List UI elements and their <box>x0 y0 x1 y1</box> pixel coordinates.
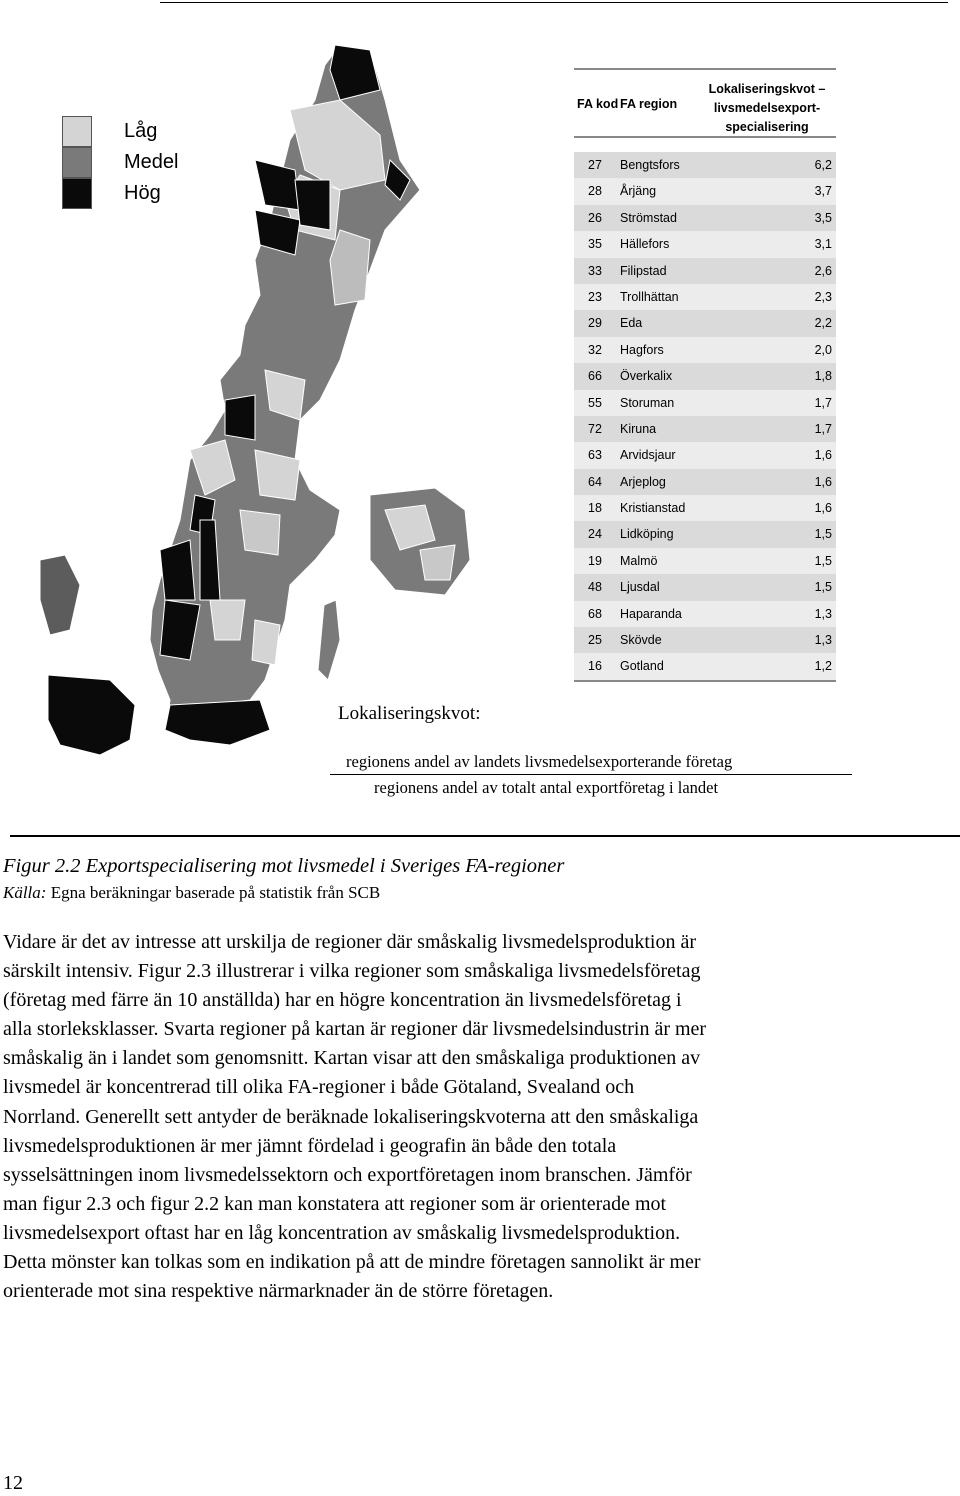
legend-row-high <box>62 178 178 209</box>
cell-quotient: 1,8 <box>814 369 832 384</box>
table-row <box>574 627 836 653</box>
cell-fa-code: 63 <box>588 448 602 463</box>
cell-fa-region: Arvidsjaur <box>620 448 676 463</box>
table-row <box>574 390 836 416</box>
cell-quotient: 1,5 <box>814 553 832 568</box>
table-row <box>574 574 836 600</box>
cell-fa-region: Strömstad <box>620 210 677 225</box>
cell-fa-code: 29 <box>588 316 602 331</box>
table-row <box>574 653 836 679</box>
cell-fa-region: Filipstad <box>620 263 667 278</box>
cell-quotient: 1,6 <box>814 474 832 489</box>
cell-quotient: 2,6 <box>814 263 832 278</box>
cell-quotient: 2,0 <box>814 342 832 357</box>
cell-fa-code: 66 <box>588 369 602 384</box>
body-line: särskilt intensiv. Figur 2.3 illustrerar i vilka regioner som småskaliga livsmedelsföretag <box>3 960 701 983</box>
cell-fa-code: 24 <box>588 527 602 542</box>
cell-fa-region: Årjäng <box>620 184 657 199</box>
cell-quotient: 3,5 <box>814 210 832 225</box>
source-label: Källa: <box>3 883 47 902</box>
table-row <box>574 337 836 363</box>
cell-fa-code: 55 <box>588 395 602 410</box>
cell-fa-region: Hagfors <box>620 342 664 357</box>
table-row <box>574 521 836 547</box>
cell-fa-code: 25 <box>588 633 602 648</box>
cell-fa-region: Hällefors <box>620 237 670 252</box>
cell-fa-code: 19 <box>588 553 602 568</box>
formula-title: Lokaliseringskvot: <box>338 703 481 724</box>
cell-quotient: 2,3 <box>814 289 832 304</box>
cell-quotient: 1,5 <box>814 527 832 542</box>
legend-swatch-medium <box>62 147 92 178</box>
cell-fa-code: 35 <box>588 237 602 252</box>
table-row <box>574 416 836 442</box>
cell-quotient: 1,6 <box>814 448 832 463</box>
cell-quotient: 6,2 <box>814 158 832 172</box>
cell-fa-code: 27 <box>588 158 602 172</box>
header-quotient-line: specialisering <box>725 120 809 134</box>
body-line: livsmedelsexport oftast har en låg koncentration av småskalig livsmedelsproduktion. <box>3 1221 681 1244</box>
body-line: småskalig än i landet som genomsnitt. Kartan visar att den småskaliga produktionen av <box>3 1047 701 1070</box>
cell-fa-region: Kristianstad <box>620 501 686 516</box>
formula-numerator: regionens andel av landets livsmedelsexporterande företag <box>346 752 733 771</box>
table-header <box>574 68 836 136</box>
body-line: man figur 2.3 och figur 2.2 kan man konstatera att regioner som är orienterade mot <box>3 1192 667 1215</box>
page-number: 12 <box>3 1472 23 1494</box>
cell-quotient: 1,6 <box>814 501 832 516</box>
cell-fa-code: 26 <box>588 210 602 225</box>
header-quotient <box>706 80 828 137</box>
legend-label-low: Låg <box>124 120 158 142</box>
cell-quotient: 1,3 <box>814 633 832 648</box>
cell-fa-region: Eda <box>620 316 643 331</box>
body-line: alla storleksklasser. Svarta regioner på kartan är regioner där livsmedelsindustrin är mer <box>3 1018 707 1041</box>
source-text: Egna beräkningar baserade på statistik från SCB <box>46 883 381 902</box>
cell-quotient: 1,7 <box>814 421 832 436</box>
localization-quotient-table <box>574 68 836 682</box>
table-row <box>574 442 836 468</box>
fraction-line <box>330 774 852 775</box>
body-paragraph <box>3 928 933 1306</box>
cell-fa-region: Överkalix <box>620 369 673 384</box>
cell-fa-region: Arjeplog <box>620 474 666 489</box>
map-legend <box>62 116 178 209</box>
table-row <box>574 231 836 257</box>
body-line: Detta mönster kan tolkas som en indikation på att de mindre företagen sannolikt är mer <box>3 1251 701 1274</box>
legend-swatch-high <box>62 178 92 209</box>
table-row <box>574 310 836 336</box>
table-row <box>574 601 836 627</box>
cell-fa-region: Trollhättan <box>620 289 679 304</box>
body-line: Vidare är det av intresse att urskilja de regioner där småskalig livsmedelsproduktion är <box>3 931 697 953</box>
cell-quotient: 1,3 <box>814 606 832 621</box>
cell-fa-region: Ljusdal <box>620 580 660 595</box>
cell-fa-region: Kiruna <box>620 421 657 436</box>
table-row <box>574 178 836 204</box>
table-row <box>574 363 836 389</box>
table-row <box>574 495 836 521</box>
cell-quotient: 1,2 <box>814 659 832 674</box>
body-line: (företag med färre än 10 anställda) har en högre koncentration än livsmedelsföretag i <box>3 989 682 1012</box>
table-row <box>574 258 836 284</box>
cell-fa-code: 28 <box>588 184 602 199</box>
legend-swatch-low <box>62 116 92 147</box>
cell-fa-region: Malmö <box>620 553 658 568</box>
cell-fa-region: Gotland <box>620 659 664 674</box>
header-fa-region: FA region <box>620 97 678 111</box>
header-fa-code: FA kod <box>577 97 619 111</box>
figure-rule <box>10 835 960 837</box>
cell-fa-region: Skövde <box>620 633 662 648</box>
legend-label-medium: Medel <box>124 151 179 173</box>
table-row <box>574 152 836 178</box>
cell-fa-code: 72 <box>588 421 602 436</box>
legend-label-high: Hög <box>124 182 161 204</box>
legend-row-low <box>62 116 178 147</box>
body-line: sysselsättningen inom livsmedelssektorn och exportföretagen inom branschen. Jämför <box>3 1163 692 1186</box>
top-rule <box>160 2 948 3</box>
header-quotient-line: livsmedelsexport- <box>713 101 821 115</box>
cell-quotient: 1,7 <box>814 395 832 410</box>
table-row <box>574 205 836 231</box>
body-line: livsmedelsproduktionen är mer jämnt fördelad i geografin än både den totala <box>3 1134 617 1157</box>
formula-denominator: regionens andel av totalt antal exportföretag i landet <box>374 778 719 797</box>
cell-quotient: 1,5 <box>814 580 832 595</box>
cell-quotient: 3,7 <box>814 184 832 199</box>
cell-fa-code: 16 <box>588 659 602 674</box>
body-line: livsmedel är koncentrerad till olika FA-regioner i både Götaland, Svealand och <box>3 1076 635 1099</box>
table-row <box>574 469 836 495</box>
figure-source <box>3 883 380 903</box>
cell-fa-region: Haparanda <box>620 606 682 621</box>
table-header-gap <box>574 136 836 152</box>
cell-fa-code: 64 <box>588 474 602 489</box>
table-row <box>574 284 836 310</box>
cell-quotient: 3,1 <box>814 237 832 252</box>
header-quotient-line: Lokaliseringskvot – <box>708 82 826 96</box>
cell-fa-code: 18 <box>588 501 602 516</box>
cell-fa-code: 33 <box>588 263 602 278</box>
cell-fa-region: Bengtsfors <box>620 158 680 172</box>
legend-row-medium <box>62 147 178 178</box>
cell-fa-region: Storuman <box>620 395 675 410</box>
cell-fa-code: 68 <box>588 606 602 621</box>
figure-caption: Figur 2.2 Exportspecialisering mot livsmedel i Sveriges FA-regioner <box>3 855 565 877</box>
table-body <box>574 152 836 682</box>
cell-fa-code: 23 <box>588 289 602 304</box>
cell-quotient: 2,2 <box>814 316 832 331</box>
body-line: Norrland. Generellt sett antyder de beräknade lokaliseringskvoterna att den småskaliga <box>3 1105 699 1128</box>
cell-fa-code: 48 <box>588 580 602 595</box>
cell-fa-code: 32 <box>588 342 602 357</box>
body-line: orienterade mot sina respektive närmarknader än de större företagen. <box>3 1280 554 1303</box>
table-row <box>574 548 836 574</box>
cell-fa-region: Lidköping <box>620 527 674 542</box>
